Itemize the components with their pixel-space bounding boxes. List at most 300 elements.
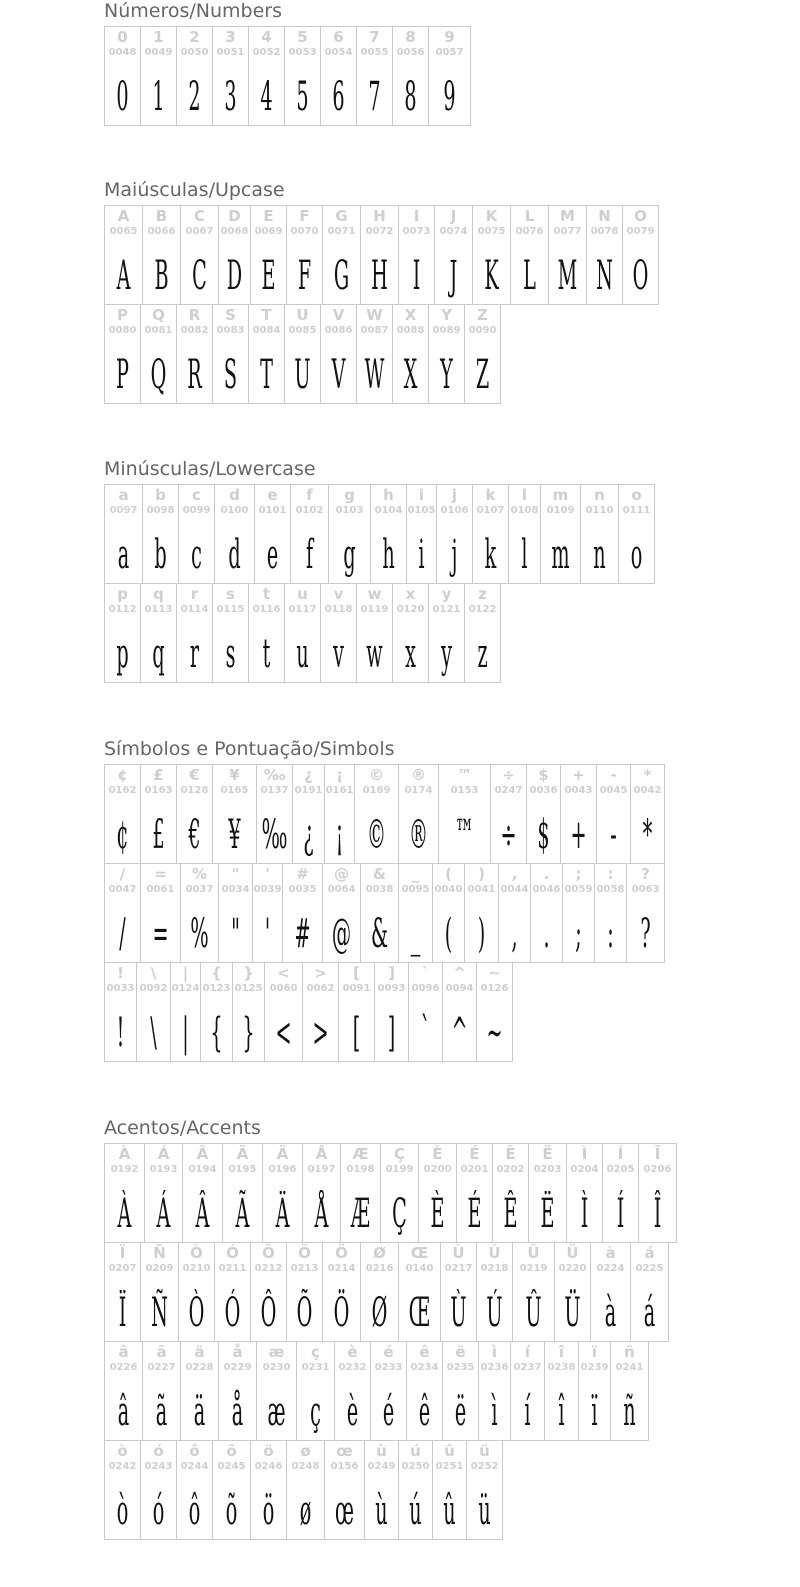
glyph-cell — [219, 206, 251, 305]
glyph-cell — [355, 765, 399, 864]
section-symbols — [104, 738, 665, 1062]
glyph-cell — [105, 765, 141, 864]
glyph-cell — [285, 305, 321, 404]
glyph-sample: Q — [150, 352, 167, 398]
glyph-code: 0086 — [324, 325, 353, 336]
glyph-cell — [393, 305, 429, 404]
glyph-cell — [321, 305, 357, 404]
glyph-char-label: e — [267, 486, 278, 504]
glyph-code: 0108 — [510, 505, 539, 516]
glyph-code: 0068 — [220, 226, 249, 237]
glyph-code: 0233 — [374, 1362, 403, 1373]
glyph-char-label: é — [383, 1343, 394, 1361]
glyph-row — [104, 863, 665, 963]
glyph-row — [104, 205, 659, 305]
glyph-cell — [141, 1243, 179, 1342]
glyph-sample: n — [593, 532, 606, 578]
glyph-cell — [105, 27, 141, 126]
glyph-sample: y — [441, 631, 452, 677]
glyph-char-label: ) — [478, 865, 485, 883]
glyph-code: 0250 — [401, 1461, 430, 1472]
glyph-char-label: } — [243, 964, 254, 982]
glyph-cell — [321, 27, 357, 126]
glyph-sample: í — [524, 1389, 531, 1435]
glyph-char-label: è — [347, 1343, 358, 1361]
glyph-sample: Œ — [408, 1290, 431, 1336]
glyph-cell — [541, 485, 581, 584]
glyph-sample: ø — [299, 1488, 312, 1534]
glyph-code: 0085 — [288, 325, 317, 336]
glyph-code: 0095 — [401, 884, 430, 895]
glyph-code: 0197 — [307, 1164, 336, 1175]
glyph-sample: : — [607, 911, 614, 957]
glyph-char-label: A — [117, 207, 130, 225]
glyph-char-label: œ — [336, 1442, 353, 1460]
glyph-char-label: Û — [527, 1244, 540, 1262]
glyph-sample: å — [231, 1389, 244, 1435]
glyph-cell — [223, 1144, 263, 1243]
glyph-code: 0036 — [529, 785, 558, 796]
glyph-sample: + — [570, 812, 587, 858]
glyph-code: 0056 — [396, 47, 425, 58]
glyph-sample: k — [484, 532, 497, 578]
glyph-code: 0249 — [367, 1461, 396, 1472]
glyph-char-label: € — [189, 766, 200, 784]
glyph-sample: | — [182, 1010, 189, 1056]
glyph-char-label: l — [521, 486, 528, 504]
glyph-sample: Ô — [260, 1290, 277, 1336]
section-title: Maiúsculas/Upcase — [104, 179, 285, 201]
glyph-cell — [591, 1243, 631, 1342]
glyph-cell — [181, 1342, 219, 1441]
glyph-char-label: H — [373, 207, 386, 225]
glyph-char-label: Ì — [581, 1145, 588, 1163]
glyph-sample: ] — [387, 1010, 396, 1056]
glyph-code: 0239 — [580, 1362, 609, 1373]
glyph-code: 0112 — [108, 604, 137, 615]
glyph-sample: / — [119, 911, 126, 957]
glyph-code: 0218 — [480, 1263, 509, 1274]
glyph-cell — [105, 864, 141, 963]
glyph-char-label: æ — [268, 1343, 285, 1361]
glyph-char-label: Ó — [226, 1244, 239, 1262]
glyph-code: 0252 — [470, 1461, 499, 1472]
section-numbers — [104, 0, 471, 126]
glyph-char-label: Â — [196, 1145, 209, 1163]
glyph-char-label: = — [154, 865, 167, 883]
glyph-code: 0137 — [260, 785, 289, 796]
glyph-code: 0203 — [533, 1164, 562, 1175]
glyph-code: 0169 — [362, 785, 391, 796]
glyph-code: 0045 — [599, 785, 628, 796]
glyph-cell — [105, 485, 143, 584]
glyph-cell — [429, 584, 465, 683]
glyph-char-label: £ — [153, 766, 164, 784]
glyph-char-label: Ò — [190, 1244, 203, 1262]
glyph-char-label: E — [263, 207, 274, 225]
glyph-char-label: & — [372, 865, 387, 883]
glyph-sample: b — [154, 532, 167, 578]
glyph-cell — [303, 963, 339, 1062]
glyph-sample: õ — [225, 1488, 238, 1534]
glyph-char-label: y — [441, 585, 452, 603]
glyph-code: 0077 — [553, 226, 582, 237]
glyph-sample: 4 — [260, 74, 273, 120]
glyph-char-label: # — [296, 865, 309, 883]
glyph-char-label: Ë — [542, 1145, 553, 1163]
glyph-code: 0125 — [234, 983, 263, 994]
glyph-code: 0055 — [360, 47, 389, 58]
glyph-char-label: p — [117, 585, 128, 603]
glyph-sample: á — [643, 1290, 656, 1336]
glyph-sample: ~ — [486, 1010, 503, 1056]
glyph-sample: Ò — [188, 1290, 205, 1336]
glyph-cell — [297, 1342, 335, 1441]
glyph-cell — [145, 1144, 183, 1243]
glyph-char-label: f — [306, 486, 313, 504]
glyph-code: 0238 — [547, 1362, 576, 1373]
glyph-char-label: : — [607, 865, 614, 883]
glyph-char-label: û — [444, 1442, 455, 1460]
glyph-char-label: Ô — [262, 1244, 275, 1262]
glyph-char-label: + — [572, 766, 585, 784]
glyph-sample: œ — [335, 1488, 354, 1534]
glyph-sample: l — [521, 532, 528, 578]
glyph-code: 0123 — [202, 983, 231, 994]
glyph-cell — [473, 206, 511, 305]
glyph-char-label: 0 — [117, 28, 128, 46]
glyph-cell — [429, 27, 471, 126]
glyph-grid — [104, 1143, 677, 1540]
glyph-sample: À — [117, 1191, 132, 1237]
glyph-sample: ¢ — [116, 812, 129, 858]
glyph-cell — [595, 864, 627, 963]
glyph-cell — [531, 864, 563, 963]
glyph-char-label: J — [450, 207, 457, 225]
glyph-char-label: P — [117, 306, 128, 324]
glyph-cell — [303, 1144, 341, 1243]
glyph-sample: M — [557, 253, 578, 299]
glyph-char-label: 3 — [225, 28, 236, 46]
glyph-cell — [249, 27, 285, 126]
glyph-sample: ¥ — [228, 812, 241, 858]
glyph-char-label: | — [182, 964, 189, 982]
glyph-cell — [293, 765, 325, 864]
glyph-row — [104, 1242, 669, 1342]
glyph-cell — [141, 1441, 177, 1540]
glyph-code: 0047 — [108, 884, 137, 895]
glyph-grid — [104, 26, 471, 126]
glyph-code: 0234 — [410, 1362, 439, 1373]
glyph-cell — [335, 1342, 371, 1441]
glyph-cell — [371, 1342, 407, 1441]
glyph-char-label: ë — [455, 1343, 466, 1361]
glyph-code: 0235 — [446, 1362, 475, 1373]
glyph-cell — [467, 1441, 503, 1540]
glyph-cell — [581, 485, 619, 584]
glyph-code: 0104 — [374, 505, 403, 516]
glyph-code: 0083 — [216, 325, 245, 336]
glyph-cell — [529, 1144, 567, 1243]
glyph-sample: = — [152, 911, 169, 957]
glyph-code: 0039 — [253, 884, 282, 895]
glyph-sample: Û — [525, 1290, 542, 1336]
glyph-sample: 0 — [116, 74, 129, 120]
glyph-char-label: ó — [153, 1442, 164, 1460]
glyph-sample: X — [403, 352, 418, 398]
glyph-code: 0201 — [460, 1164, 489, 1175]
glyph-sample: x — [405, 631, 416, 677]
glyph-code: 0232 — [338, 1362, 367, 1373]
glyph-cell — [603, 1144, 639, 1243]
glyph-sample: A — [116, 253, 131, 299]
glyph-char-label: , — [511, 865, 518, 883]
glyph-cell — [321, 584, 357, 683]
glyph-char-label: * — [643, 766, 652, 784]
glyph-char-label: å — [232, 1343, 243, 1361]
glyph-sample: o — [630, 532, 643, 578]
glyph-cell — [545, 1342, 579, 1441]
glyph-cell — [393, 584, 429, 683]
glyph-code: 0093 — [377, 983, 406, 994]
glyph-cell — [177, 27, 213, 126]
glyph-cell — [499, 864, 531, 963]
glyph-sample: c — [191, 532, 202, 578]
glyph-char-label: Œ — [410, 1244, 429, 1262]
glyph-code: 0051 — [216, 47, 245, 58]
glyph-code: 0193 — [149, 1164, 178, 1175]
glyph-code: 0216 — [365, 1263, 394, 1274]
glyph-sample: m — [551, 532, 570, 578]
glyph-char-label: ¥ — [229, 766, 240, 784]
glyph-char-label: ø — [300, 1442, 311, 1460]
glyph-sample: Â — [195, 1191, 210, 1237]
glyph-sample: % — [190, 911, 209, 957]
glyph-cell — [213, 1441, 251, 1540]
glyph-sample: e — [266, 532, 279, 578]
glyph-cell — [219, 1342, 257, 1441]
glyph-cell — [249, 305, 285, 404]
glyph-char-label: È — [432, 1145, 443, 1163]
glyph-sample: * — [642, 812, 653, 858]
glyph-code: 0062 — [306, 983, 335, 994]
glyph-sample: { — [210, 1010, 223, 1056]
glyph-sample: _ — [410, 911, 421, 957]
glyph-sample: ñ — [623, 1389, 636, 1435]
glyph-code: 0038 — [365, 884, 394, 895]
glyph-cell — [561, 765, 597, 864]
glyph-char-label: a — [118, 486, 129, 504]
glyph-cell — [407, 485, 437, 584]
glyph-char-label: N — [598, 207, 611, 225]
glyph-char-label: T — [261, 306, 272, 324]
glyph-char-label: ‰ — [263, 766, 286, 784]
glyph-sample: q — [152, 631, 165, 677]
glyph-code: 0198 — [346, 1164, 375, 1175]
glyph-char-label: S — [225, 306, 236, 324]
glyph-sample: Ä — [275, 1191, 290, 1237]
glyph-sample: € — [188, 812, 201, 858]
glyph-cell — [371, 485, 407, 584]
glyph-code: 0192 — [110, 1164, 139, 1175]
glyph-code: 0196 — [268, 1164, 297, 1175]
glyph-sample: H — [371, 253, 388, 299]
glyph-code: 0033 — [106, 983, 135, 994]
glyph-code: 0100 — [220, 505, 249, 516]
glyph-code: 0034 — [221, 884, 250, 895]
glyph-sample: [ — [352, 1010, 361, 1056]
glyph-code: 0106 — [440, 505, 469, 516]
glyph-cell — [493, 1144, 529, 1243]
glyph-code: 0052 — [252, 47, 281, 58]
glyph-code: 0121 — [432, 604, 461, 615]
glyph-code: 0079 — [626, 226, 655, 237]
glyph-cell — [549, 206, 587, 305]
glyph-code: 0237 — [513, 1362, 542, 1373]
glyph-cell — [255, 485, 291, 584]
glyph-code: 0059 — [564, 884, 593, 895]
glyph-sample: ¿ — [303, 812, 314, 858]
glyph-sample: Ì — [580, 1191, 589, 1237]
glyph-sample: Ó — [224, 1290, 241, 1336]
glyph-cell — [407, 1342, 443, 1441]
glyph-code: 0058 — [596, 884, 625, 895]
glyph-cell — [265, 963, 303, 1062]
glyph-char-label: Ä — [276, 1145, 289, 1163]
glyph-code: 0115 — [216, 604, 245, 615]
glyph-char-label: ® — [411, 766, 426, 784]
glyph-char-label: â — [118, 1343, 129, 1361]
glyph-sample: < — [275, 1010, 292, 1056]
glyph-code: 0163 — [144, 785, 173, 796]
glyph-sample: & — [370, 911, 389, 957]
glyph-sample: Ã — [235, 1191, 250, 1237]
glyph-code: 0089 — [432, 325, 461, 336]
glyph-char-label: ~ — [488, 964, 501, 982]
glyph-char-label: " — [231, 865, 240, 883]
glyph-cell — [627, 864, 665, 963]
glyph-cell — [143, 1342, 181, 1441]
glyph-code: 0114 — [180, 604, 209, 615]
glyph-sample: r — [189, 631, 200, 677]
glyph-sample: é — [382, 1389, 395, 1435]
glyph-sample: G — [333, 253, 350, 299]
glyph-char-label: ö — [263, 1442, 274, 1460]
glyph-char-label: î — [558, 1343, 565, 1361]
glyph-cell — [399, 1441, 433, 1540]
glyph-code: 0119 — [360, 604, 389, 615]
glyph-code: 0103 — [335, 505, 364, 516]
glyph-char-label: ^ — [453, 964, 466, 982]
glyph-code: 0244 — [180, 1461, 209, 1472]
glyph-char-label: j — [451, 486, 458, 504]
glyph-cell — [513, 1243, 555, 1342]
glyph-sample: L — [523, 253, 536, 299]
glyph-char-label: 1 — [153, 28, 164, 46]
glyph-code: 0098 — [146, 505, 175, 516]
glyph-cell — [477, 1243, 513, 1342]
glyph-code: 0099 — [182, 505, 211, 516]
glyph-sample: R — [187, 352, 202, 398]
glyph-char-label: ¡ — [336, 766, 343, 784]
glyph-code: 0210 — [182, 1263, 211, 1274]
glyph-char-label: ] — [388, 964, 395, 982]
glyph-cell — [339, 963, 375, 1062]
glyph-code: 0042 — [633, 785, 662, 796]
glyph-cell — [287, 1441, 325, 1540]
glyph-code: 0202 — [496, 1164, 525, 1175]
glyph-cell — [215, 1243, 251, 1342]
glyph-code: 0213 — [290, 1263, 319, 1274]
glyph-sample: T — [260, 352, 273, 398]
glyph-char-label: m — [552, 486, 569, 504]
glyph-sample: ™ — [454, 812, 475, 858]
glyph-sample: 9 — [443, 74, 456, 120]
glyph-grid — [104, 205, 659, 404]
glyph-code: 0206 — [643, 1164, 672, 1175]
glyph-row — [104, 583, 501, 683]
glyph-cell — [179, 485, 215, 584]
glyph-char-label: ï — [591, 1343, 598, 1361]
glyph-sample: ê — [418, 1389, 431, 1435]
glyph-char-label: < — [277, 964, 290, 982]
glyph-cell — [263, 1144, 303, 1243]
glyph-code: 0212 — [254, 1263, 283, 1274]
glyph-char-label: 2 — [189, 28, 200, 46]
glyph-char-label: Ç — [393, 1145, 405, 1163]
glyph-cell — [181, 206, 219, 305]
glyph-sample: à — [604, 1290, 617, 1336]
glyph-cell — [623, 206, 659, 305]
glyph-char-label: Í — [617, 1145, 624, 1163]
glyph-cell — [365, 1441, 399, 1540]
glyph-cell — [171, 963, 201, 1062]
glyph-code: 0161 — [325, 785, 354, 796]
glyph-code: 0217 — [444, 1263, 473, 1274]
glyph-char-label: ù — [376, 1442, 387, 1460]
glyph-sample: â — [117, 1389, 130, 1435]
glyph-cell — [491, 765, 527, 864]
glyph-code: 0067 — [185, 226, 214, 237]
glyph-code: 0230 — [262, 1362, 291, 1373]
glyph-sample: E — [261, 253, 276, 299]
glyph-code: 0082 — [180, 325, 209, 336]
glyph-char-label: ¿ — [304, 766, 313, 784]
glyph-code: 0247 — [494, 785, 523, 796]
glyph-char-label: t — [262, 585, 271, 603]
glyph-char-label: D — [228, 207, 241, 225]
glyph-cell — [105, 1441, 141, 1540]
glyph-code: 0048 — [108, 47, 137, 58]
glyph-cell — [181, 864, 219, 963]
glyph-code: 0109 — [546, 505, 575, 516]
glyph-cell — [439, 765, 491, 864]
glyph-code: 0088 — [396, 325, 425, 336]
glyph-char-label: Ï — [119, 1244, 126, 1262]
glyph-cell — [251, 1441, 287, 1540]
glyph-row — [104, 1341, 649, 1441]
glyph-sample: ë — [454, 1389, 467, 1435]
glyph-sample: Õ — [296, 1290, 313, 1336]
glyph-char-label: ì — [491, 1343, 498, 1361]
glyph-code: 0200 — [423, 1164, 452, 1175]
glyph-char-label: ñ — [624, 1343, 635, 1361]
glyph-char-label: - — [610, 766, 617, 784]
glyph-sample: f — [305, 532, 314, 578]
glyph-code: 0063 — [631, 884, 660, 895]
glyph-sample: Ü — [564, 1290, 581, 1336]
glyph-sample: $ — [537, 812, 550, 858]
